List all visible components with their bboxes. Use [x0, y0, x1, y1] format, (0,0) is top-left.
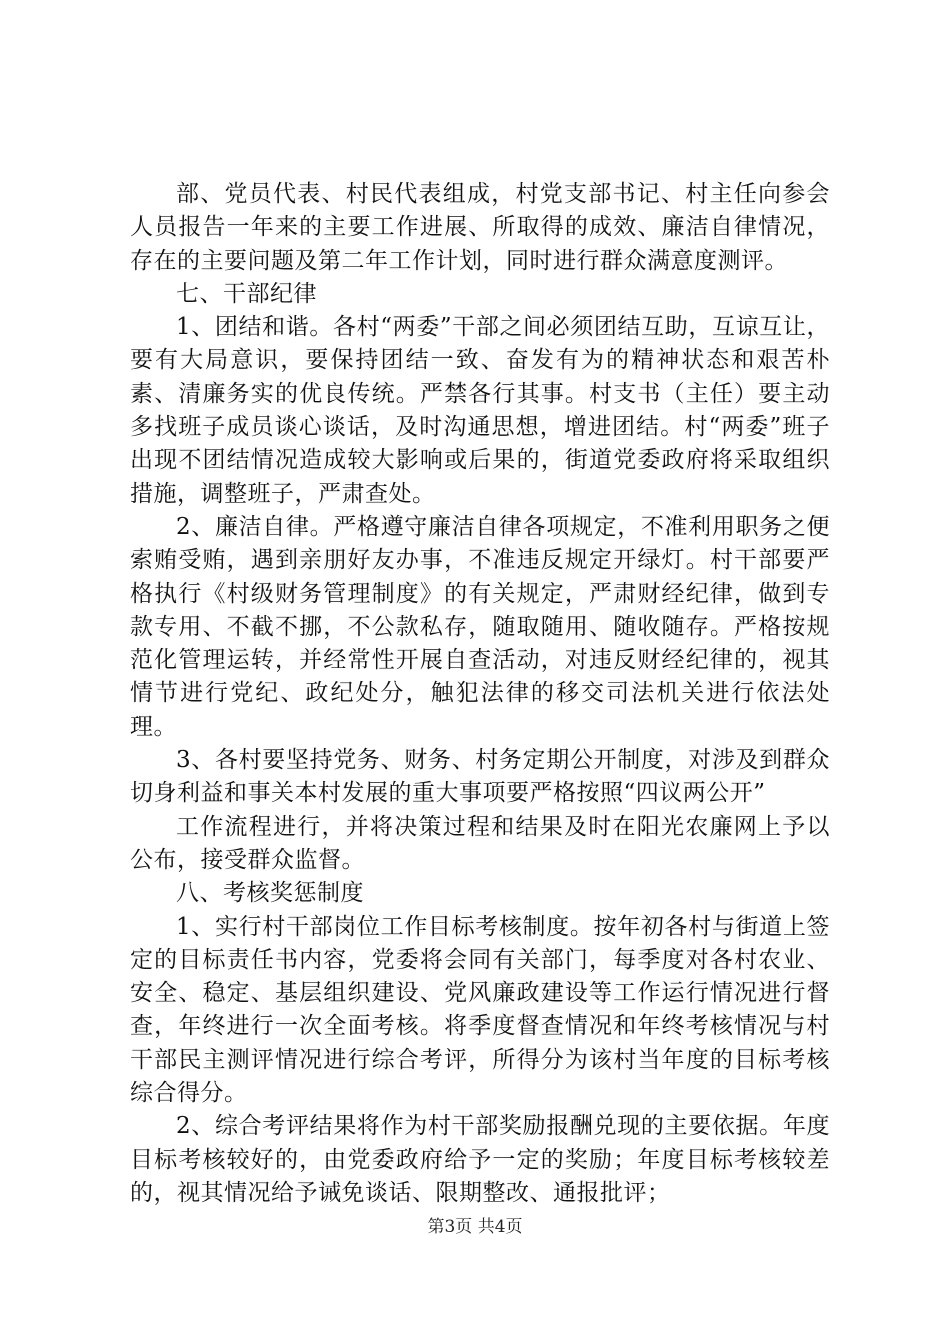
paragraph-unity: 1、团结和谐。各村“两委”干部之间必须团结互助，互谅互让，要有大局意识，要保持团结一致、奋发有为的精神状态和艰苦朴素、清廉务实的优良传统。严禁各行其事。村支书（主任）要主动多找班子成员谈心谈话，及时沟通思想，增进团结。村“两委”班子出现不团结情况造成较大影响或后果的，街道党委政府将采取组织措施，调整班子，严肃查处。: [130, 314, 830, 507]
paragraph-workflow: 工作流程进行，并将决策过程和结果及时在阳光农廉网上予以公布，接受群众监督。: [130, 813, 830, 873]
section-heading-cadre-discipline: 七、干部纪律: [176, 280, 317, 307]
section-heading-assessment: 八、考核奖惩制度: [176, 880, 364, 907]
paragraph-integrity: 2、廉洁自律。严格遵守廉洁自律各项规定，不准利用职务之便索贿受贿，遇到亲朋好友办事，不准违反规定开绿灯。村干部要严格执行《村级财务管理制度》的有关规定，严肃财经纪律，做到专款专用、不截不挪，不公款私存，随取随用、随收随存。严格按规范化管理运转，并经常性开展自查活动，对违反财经纪律的，视其情节进行党纪、政纪处分，触犯法律的移交司法机关进行依法处理。: [130, 513, 830, 740]
paragraph-meeting-report: 部、党员代表、村民代表组成，村党支部书记、村主任向参会人员报告一年来的主要工作进展、所取得的成效、廉洁自律情况，存在的主要问题及第二年工作计划，同时进行群众满意度测评。: [130, 181, 830, 274]
paragraph-target-assessment: 1、实行村干部岗位工作目标考核制度。按年初各村与街道上签定的目标责任书内容，党委将会同有关部门，每季度对各村农业、安全、稳定、基层组织建设、党风廉政建设等工作运行情况进行督查，年终进行一次全面考核。将季度督查情况和年终考核情况与村干部民主测评情况进行综合考评，所得分为该村当年度的目标考核综合得分。: [130, 913, 830, 1107]
paragraph-openness: 3、各村要坚持党务、财务、村务定期公开制度，对涉及到群众切身利益和事关本村发展的重大事项要严格按照“四议两公开”: [130, 747, 830, 807]
page-number-footer: 第3页 共4页: [427, 1217, 523, 1237]
paragraph-evaluation-results: 2、综合考评结果将作为村干部奖励报酬兑现的主要依据。年度目标考核较好的，由党委政府给予一定的奖励；年度目标考核较差的，视其情况给予诫免谈话、限期整改、通报批评；: [130, 1113, 830, 1206]
document-body: [130, 178, 830, 1210]
